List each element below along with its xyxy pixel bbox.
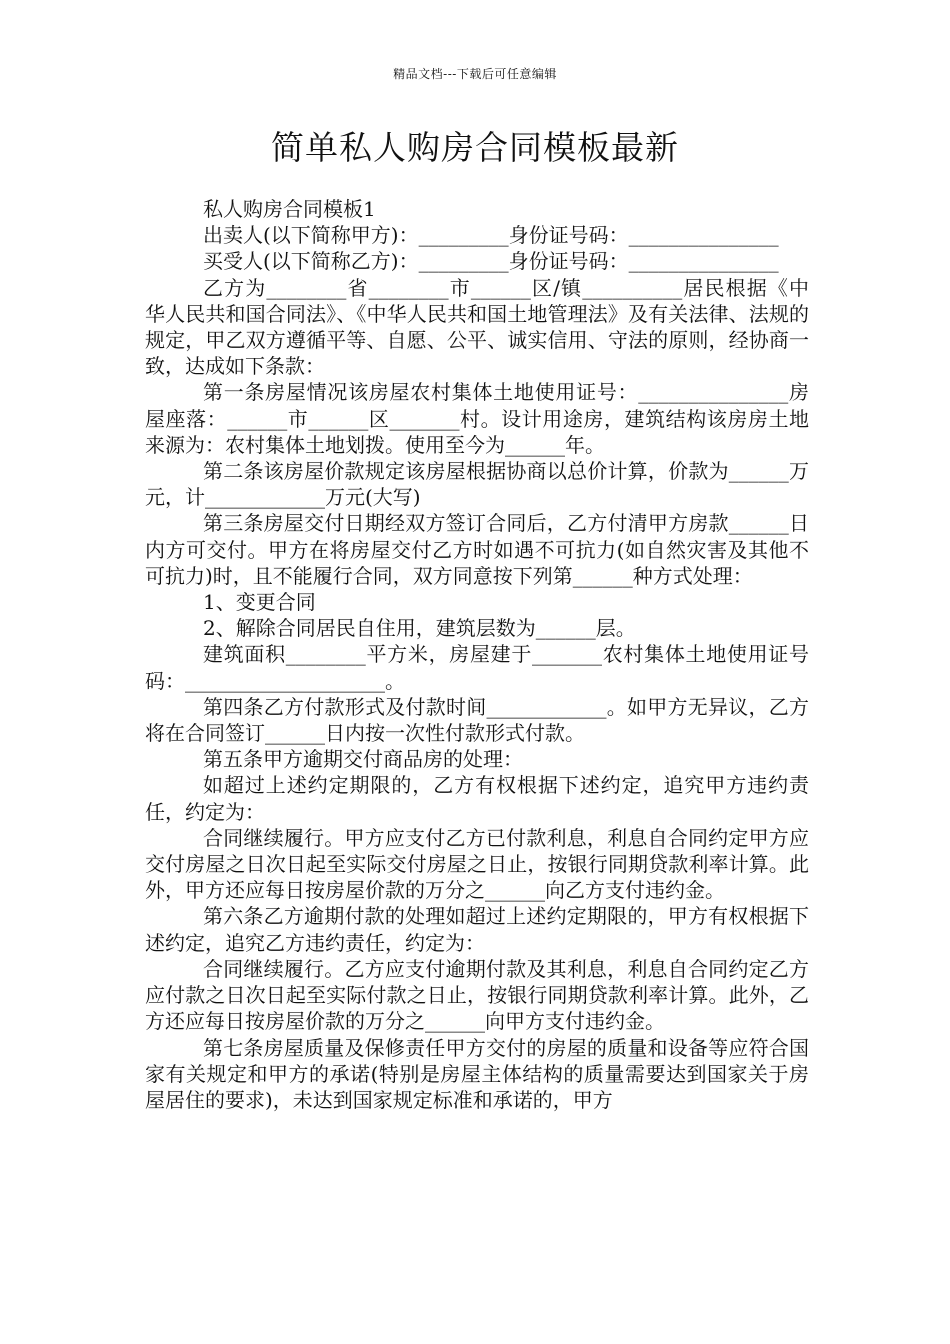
paragraph-article-5-continue: 合同继续履行。甲方应支付乙方已付款利息，利息自合同约定甲方应交付房屋之日次日起至实际交付房屋之日止，按银行同期贷款利率计算。此外，甲方还应每日按房屋价款的万分之______向乙方支付违约金。 [145,825,809,903]
paragraph-article-3: 第三条房屋交付日期经双方签订合同后，乙方付清甲方房款______日内方可交付。甲方在将房屋交付乙方时如遇不可抗力(如自然灾害及其他不可抗力)时，且不能履行合同，双方同意按下列第______种方式处理： [145,511,809,588]
paragraph-option-1: 1、变更合同 [203,590,316,615]
header-note: 精品文档---下载后可任意编辑 [393,67,557,81]
paragraph-article-5: 第五条甲方逾期交付商品房的处理： [203,747,523,772]
paragraph-article-4: 第四条乙方付款形式及付款时间____________。如甲方无异议，乙方将在合同签订______日内按一次性付款形式付款。 [145,694,809,746]
paragraph-option-2: 2、解除合同居民自住用，建筑层数为______层。 [203,616,636,641]
paragraph-article-6: 第六条乙方逾期付款的处理如超过上述约定期限的，甲方有权根据下述约定，追究乙方违约责任，约定为： [145,904,809,955]
paragraph-template-name: 私人购房合同模板1 [203,197,376,221]
paragraph-article-2: 第二条该房屋价款规定该房屋根据协商以总价计算，价款为______万元，计____________万元(大写) [145,459,809,510]
paragraph-seller: 出卖人(以下简称甲方)：_________身份证号码：_______________ [203,223,779,248]
paragraph-buyer: 买受人(以下简称乙方)：_________身份证号码：_______________ [203,249,779,274]
paragraph-article-6-continue: 合同继续履行。乙方应支付逾期付款及其利息，利息自合同约定乙方应付款之日次日起至实际付款之日止，按银行同期贷款利率计算。此外，乙方还应每日按房屋价款的万分之______向甲方支付违约金。 [145,956,809,1034]
paragraph-article-1: 第一条房屋情况该房屋农村集体土地使用证号：_______________房屋座落：______市______区_______村。设计用途房，建筑结构该房房土地来源为：农村集体土地划拨。使用至今为______年。 [145,380,809,457]
document-body [145,196,809,1113]
paragraph-article-5-detail: 如超过上述约定期限的，乙方有权根据下述约定，追究甲方违约责任，约定为： [145,773,809,824]
document-title: 简单私人购房合同模板最新 [271,128,679,167]
paragraph-building-area: 建筑面积________平方米，房屋建于_______农村集体土地使用证号码：____________________。 [145,642,809,693]
paragraph-article-7: 第七条房屋质量及保修责任甲方交付的房屋的质量和设备等应符合国家有关规定和甲方的承诺(特别是房屋主体结构的质量需要达到国家关于房屋居住的要求)，未达到国家规定标准和承诺的，甲方 [145,1035,809,1112]
paragraph-preamble: 乙方为________省________市______区/镇__________居民根据《中华人民共和国合同法》、《中华人民共和国土地管理法》及有关法律、法规的规定，甲乙双方遵循平等、自愿、公平、诚实信用、守法的原则，经协商一致，达成如下条款： [145,275,809,379]
